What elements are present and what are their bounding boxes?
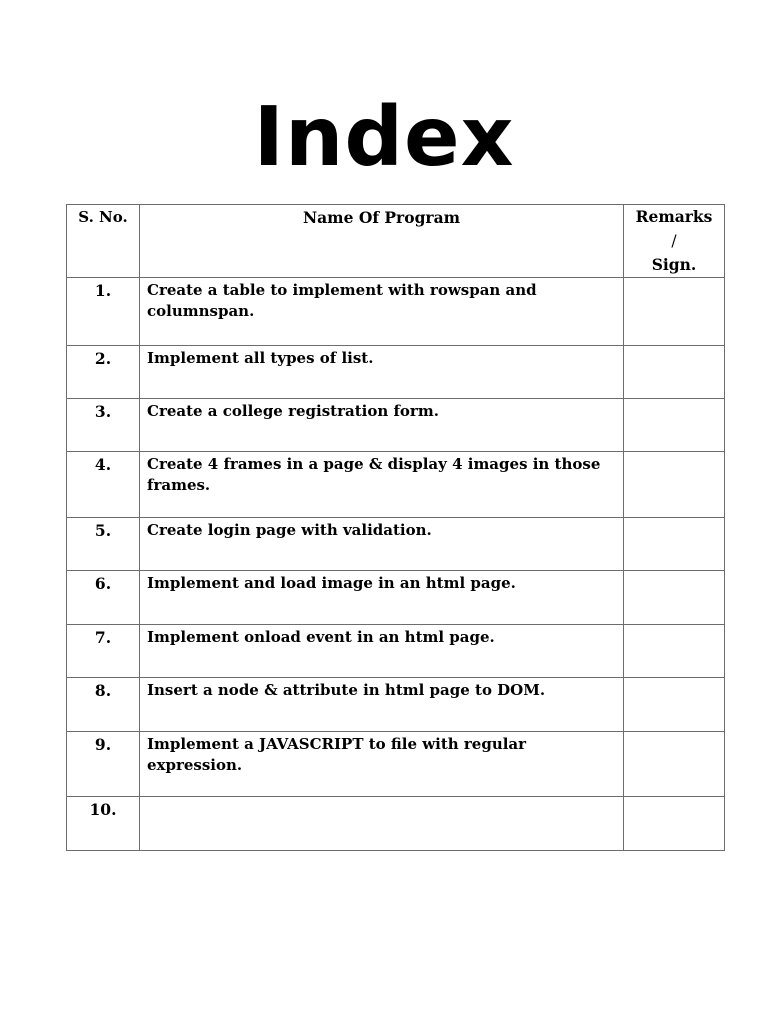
table-row: [67, 278, 725, 346]
table-row: [67, 518, 725, 571]
table-row: [67, 346, 725, 399]
header-remarks-line1: Remarks: [635, 207, 713, 226]
row-program: Create 4 frames in a page & display 4 images in those frames.: [140, 452, 624, 518]
row-remarks: [624, 452, 725, 518]
row-remarks: [624, 571, 725, 625]
table-row: [67, 399, 725, 452]
header-remarks-line2: /: [671, 232, 677, 250]
table-row: [67, 797, 725, 851]
row-program: Implement a JAVASCRIPT to file with regular expression.: [140, 732, 624, 797]
row-program: Implement all types of list.: [140, 346, 624, 399]
row-remarks: [624, 797, 725, 851]
row-sno: 4.: [67, 452, 140, 518]
table-row: [67, 571, 725, 625]
row-sno: 9.: [67, 732, 140, 797]
row-program: Insert a node & attribute in html page to DOM.: [140, 678, 624, 732]
row-remarks: [624, 518, 725, 571]
row-remarks: [624, 678, 725, 732]
row-remarks: [624, 346, 725, 399]
header-row: [67, 205, 725, 278]
header-program-name: Name Of Program: [140, 205, 624, 278]
header-sno: S. No.: [67, 205, 140, 278]
table-row: [67, 625, 725, 678]
row-program: Create a table to implement with rowspan and columnspan.: [140, 278, 624, 346]
row-program: Create a college registration form.: [140, 399, 624, 452]
row-sno: 7.: [67, 625, 140, 678]
row-remarks: [624, 625, 725, 678]
row-sno: 3.: [67, 399, 140, 452]
table-row: [67, 678, 725, 732]
table-row: [67, 452, 725, 518]
table-row: [67, 732, 725, 797]
row-program: Implement onload event in an html page.: [140, 625, 624, 678]
row-remarks: [624, 399, 725, 452]
row-sno: 6.: [67, 571, 140, 625]
row-sno: 2.: [67, 346, 140, 399]
index-table: [66, 204, 725, 851]
row-sno: 8.: [67, 678, 140, 732]
row-program: Implement and load image in an html page.: [140, 571, 624, 625]
row-program: Create login page with validation.: [140, 518, 624, 571]
row-sno: 10.: [67, 797, 140, 851]
row-program: [140, 797, 624, 851]
page-title: Index: [253, 90, 515, 185]
header-remarks: [624, 205, 725, 278]
header-remarks-line3: Sign.: [651, 255, 697, 274]
row-sno: 5.: [67, 518, 140, 571]
row-remarks: [624, 732, 725, 797]
row-sno: 1.: [67, 278, 140, 346]
row-remarks: [624, 278, 725, 346]
